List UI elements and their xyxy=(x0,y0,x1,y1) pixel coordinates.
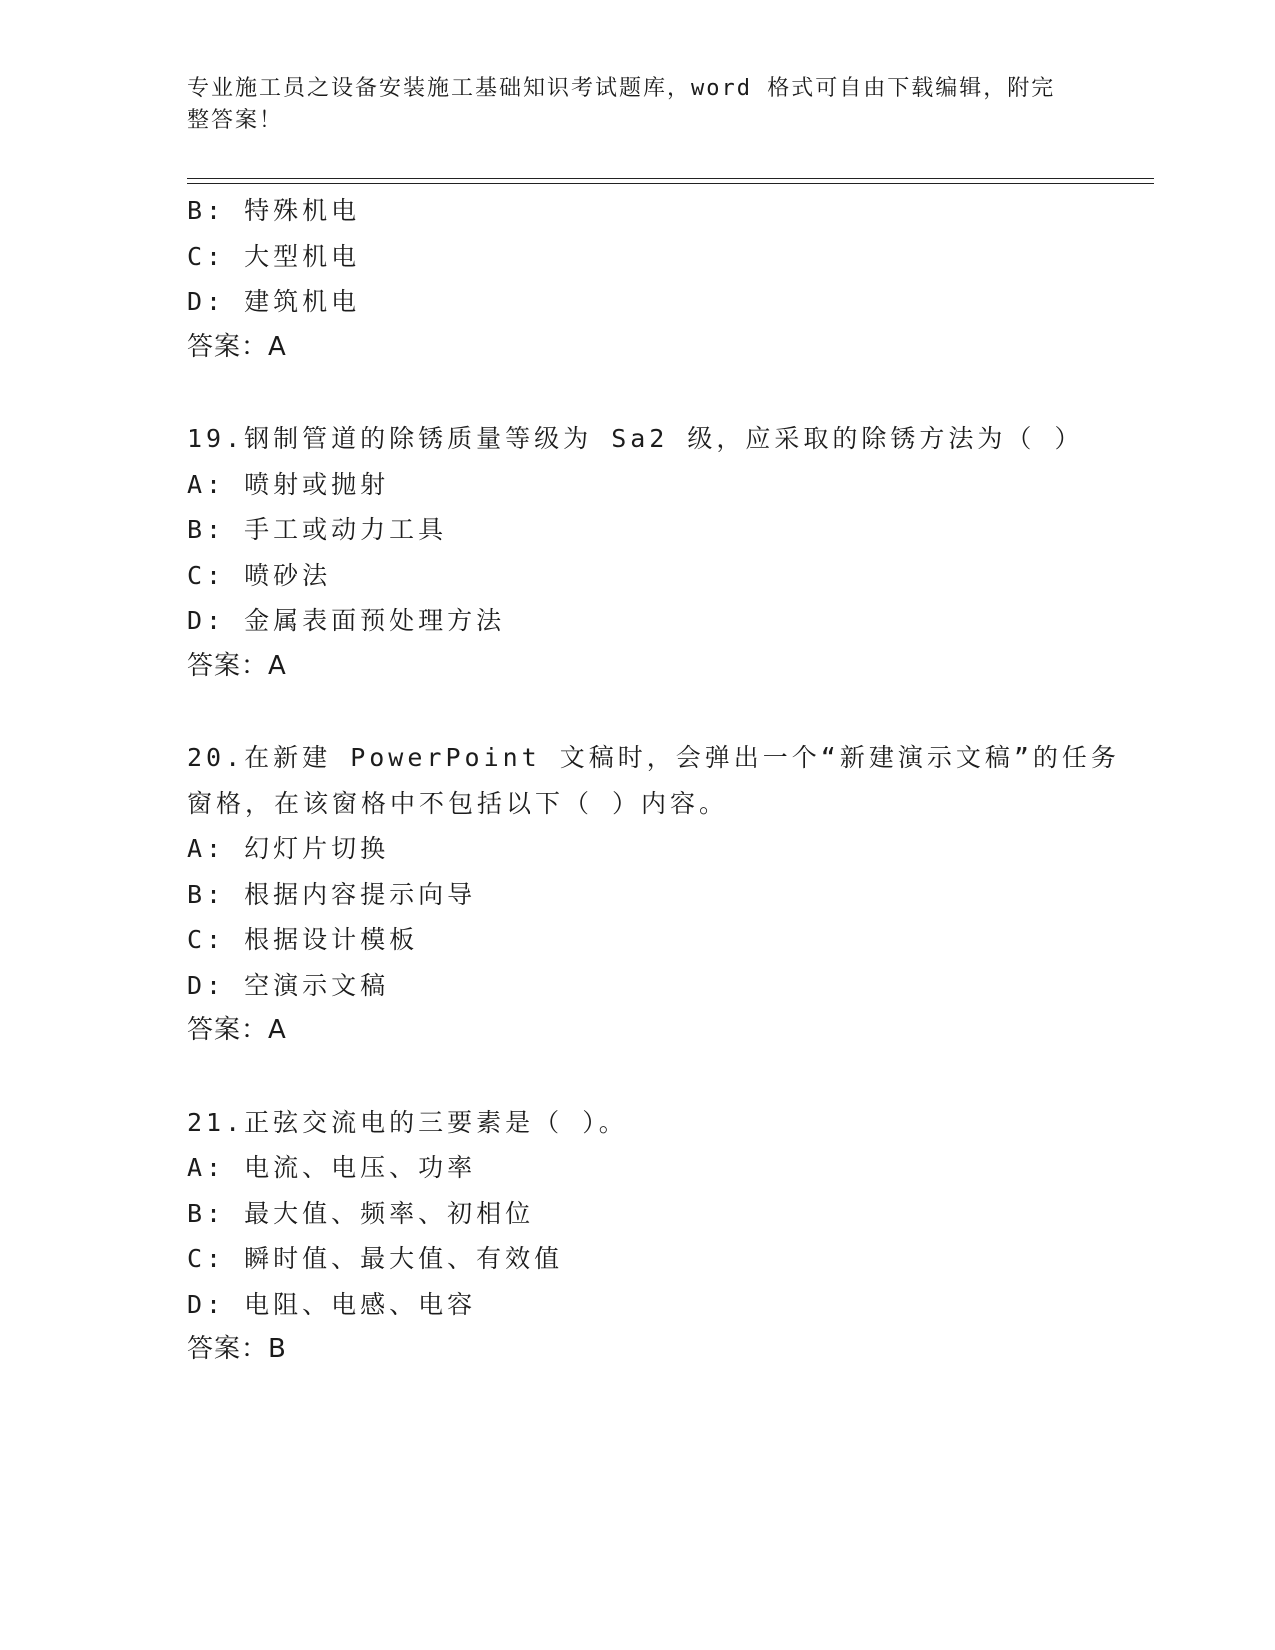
option-d: D: 空演示文稿 xyxy=(187,970,390,1000)
option-b: B: 手工或动力工具 xyxy=(187,515,448,544)
question-text: 19.钢制管道的除锈质量等级为 Sa2 级，应采取的除锈方法为（ ） xyxy=(187,424,1084,453)
question-text: 21.正弦交流电的三要素是（ ）。 xyxy=(187,1107,628,1137)
option-a: A: 幻灯片切换 xyxy=(187,834,390,863)
option-b: B: 最大值、频率、初相位 xyxy=(187,1198,535,1228)
header-divider-top xyxy=(187,178,1154,179)
header-divider-bottom xyxy=(187,183,1154,184)
option-c: C: 喷砂法 xyxy=(187,560,332,590)
answer-line: 答案：A xyxy=(187,331,287,362)
document-header xyxy=(187,73,1087,137)
question-20 xyxy=(187,735,1120,1054)
option-b: B: 特殊机电 xyxy=(187,196,361,225)
header-line-1: 专业施工员之设备安装施工基础知识考试题库，word 格式可自由下载编辑，附完 xyxy=(187,76,1056,101)
question-text-line-2: 窗格，在该窗格中不包括以下（ ）内容。 xyxy=(187,788,729,818)
answer-line: 答案：B xyxy=(187,1334,287,1364)
option-a: A: 喷射或抛射 xyxy=(187,469,390,499)
option-c: C: 大型机电 xyxy=(187,241,361,271)
option-b: B: 根据内容提示向导 xyxy=(187,879,477,909)
question-21 xyxy=(187,1100,1087,1373)
question-text-line-1: 20.在新建 PowerPoint 文稿时，会弹出一个“新建演示文稿”的任务 xyxy=(187,743,1120,772)
option-c: C: 瞬时值、最大值、有效值 xyxy=(187,1244,564,1273)
option-a: A: 电流、电压、功率 xyxy=(187,1153,477,1182)
question-list xyxy=(187,188,1120,1373)
option-d: D: 金属表面预处理方法 xyxy=(187,606,506,635)
option-d: D: 电阻、电感、电容 xyxy=(187,1289,477,1319)
answer-line: 答案：A xyxy=(187,1015,287,1045)
answer-line: 答案：A xyxy=(187,650,287,681)
question-19 xyxy=(187,416,1087,689)
option-c: C: 根据设计模板 xyxy=(187,925,419,954)
question-18-tail xyxy=(187,188,1087,370)
option-d: D: 建筑机电 xyxy=(187,287,361,316)
header-line-2: 整答案！ xyxy=(187,108,284,133)
